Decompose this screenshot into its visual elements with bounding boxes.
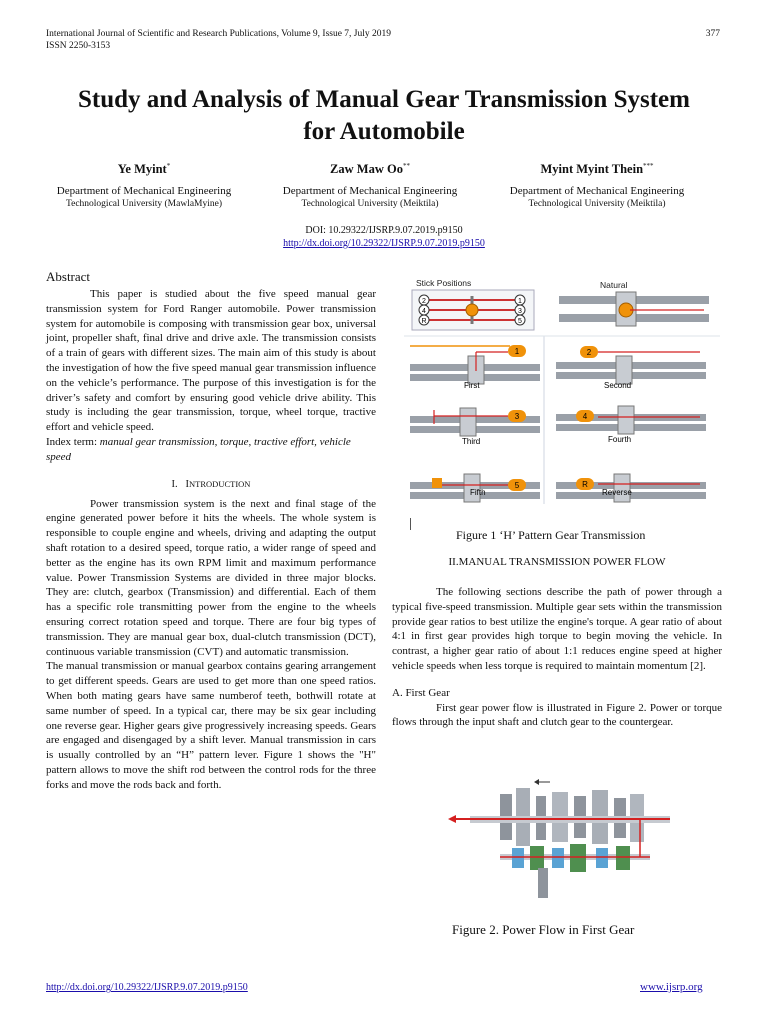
stick-number: 5 bbox=[518, 318, 522, 325]
introduction-paragraph-2: The manual transmission or manual gearbox contains gearing arrangement to get different speeds. Gears are used to get more than one speed ratios. When both mating gears have same numberof teeth, bothwill rotate at same number of speed. In a typical car, there may be six gear including one reverse gear. Higher gears give progressively increasing speeds. Gears are engaged and disengaged by a shift lever. Manual transmission in cars is usually controlled by an “H” pattern lever. Figure 1 shows the "H" pattern allows to move the shift rod between the control rods for the three forks and move the rods back and forth. bbox=[46, 660, 376, 791]
stick-number: R bbox=[421, 318, 427, 325]
author-university: Technological University (Meiktila) bbox=[301, 199, 439, 210]
section-heading-introduction bbox=[46, 479, 376, 490]
gear-block bbox=[432, 478, 442, 488]
section-title-initial: I bbox=[185, 478, 190, 490]
figure-1-caption: Figure 1 ‘H’ Pattern Gear Transmission bbox=[456, 528, 646, 542]
author-block-1 bbox=[24, 162, 264, 210]
shift-fork bbox=[616, 356, 632, 384]
introduction-paragraph-1: Power transmission system is the next and final stage of the engine generated power before it hits the wheels. The whole system is responsible to couple engine and wheels, driving and adapting the output shaft rotation to a desired speed, torque ratio, a wider range of speed and better as the engine has its own RPM limit and maximum performance value. Power Transmission Systems are divided in three major blocks. They are: clutch, gearbox (Transmission) and differential. Each of them has a specific role transmitting power from the engine to the wheels ensuring correct rotation speed and torque. There are four big types of transmission. They are manual gear box, dual-clutch transmission (DCT), continuous variable transmission (CVT) and automatic transmission. bbox=[46, 497, 376, 658]
index-terms-label: Index term: bbox=[46, 435, 100, 448]
shift-fork bbox=[618, 406, 634, 434]
figure-2-caption: Figure 2. Power Flow in First Gear bbox=[452, 922, 635, 937]
stick-number: 3 bbox=[518, 308, 522, 315]
stray-mark bbox=[410, 518, 411, 530]
first-gear-paragraph: First gear power flow is illustrated in Figure 2. Power or torque flows through the input shaft and clutch gear to the countergear. bbox=[392, 701, 722, 729]
gear-badge-number: R bbox=[582, 480, 588, 489]
section-title-rest: NTRODUCTION bbox=[189, 478, 251, 489]
issn: ISSN 2250-3153 bbox=[46, 41, 111, 51]
gear-block bbox=[596, 848, 608, 868]
gear-badge-number: 3 bbox=[514, 412, 520, 421]
stick-number: 1 bbox=[518, 298, 522, 305]
journal-header bbox=[46, 28, 391, 52]
page-number: 377 bbox=[705, 29, 720, 39]
author-mark: * bbox=[166, 162, 171, 170]
label-reverse: Reverse bbox=[602, 488, 632, 497]
right-column-text bbox=[392, 585, 722, 730]
introduction-text bbox=[46, 497, 376, 793]
label-second: Second bbox=[604, 381, 632, 390]
index-terms bbox=[46, 435, 376, 465]
gear-block bbox=[616, 846, 630, 870]
author-university: Technological University (MawlaMyine) bbox=[65, 199, 223, 210]
paper-title bbox=[0, 84, 768, 148]
arrow-head bbox=[448, 815, 456, 823]
label-stick-positions: Stick Positions bbox=[416, 278, 472, 288]
label-fifth: Fifth bbox=[470, 488, 486, 497]
gear-badge-number: 4 bbox=[582, 412, 588, 421]
label-natural: Natural bbox=[600, 280, 628, 290]
author-mark: *** bbox=[643, 162, 654, 170]
arrow-head bbox=[534, 779, 539, 785]
section-heading-power-flow: II.MANUAL TRANSMISSION POWER FLOW bbox=[448, 556, 666, 568]
gear-badge-number: 5 bbox=[514, 481, 520, 490]
label-third: Third bbox=[462, 437, 481, 446]
figure-1-h-pattern-diagram bbox=[404, 276, 720, 508]
author-university: Technological University (Meiktila) bbox=[528, 199, 666, 210]
gear-badge-number: 1 bbox=[514, 347, 520, 356]
author-department: Department of Mechanical Engineering bbox=[509, 185, 685, 198]
author-name: Myint Myint Thein bbox=[540, 162, 644, 177]
footer-doi-link[interactable]: http://dx.doi.org/10.29322/IJSRP.9.07.2019.p9150 bbox=[46, 982, 248, 993]
subsection-heading-first-gear: A. First Gear bbox=[392, 686, 450, 699]
title-line-1: Study and Analysis of Manual Gear Transmission System bbox=[78, 86, 690, 113]
author-block-2 bbox=[250, 162, 490, 210]
author-department: Department of Mechanical Engineering bbox=[282, 185, 458, 198]
author-department: Department of Mechanical Engineering bbox=[56, 185, 232, 198]
gear-block bbox=[530, 846, 544, 870]
stick-number: 4 bbox=[422, 308, 426, 315]
gear-block bbox=[552, 848, 564, 868]
journal-name: International Journal of Scientific and Research Publications, Volume 9, Issue 7, July 2019 bbox=[46, 29, 392, 39]
label-first: First bbox=[464, 381, 480, 390]
abstract bbox=[46, 287, 376, 465]
index-terms-values: manual gear transmission, torque, tractive effort, vehicle speed bbox=[46, 435, 351, 463]
gear-badge-number: 2 bbox=[586, 348, 592, 357]
left-column bbox=[46, 268, 376, 793]
doi-block bbox=[0, 224, 768, 250]
gear-block bbox=[512, 848, 524, 868]
stick-number: 2 bbox=[422, 298, 426, 305]
shift-fork bbox=[460, 408, 476, 436]
section-number: I. bbox=[171, 478, 178, 490]
footer-site-link[interactable]: www.ijsrp.org bbox=[640, 981, 703, 993]
doi-link[interactable]: http://dx.doi.org/10.29322/IJSRP.9.07.2019.p9150 bbox=[283, 238, 485, 249]
gear-block bbox=[570, 844, 586, 872]
author-name: Zaw Maw Oo bbox=[330, 162, 403, 177]
abstract-body: This paper is studied about the five speed manual gear transmission system for Ford Ranger automobile. Power transmission system for automobile is composing with transmission gear box, universal joint, propeller shaft, final drive and drive axle. The transmission consists of a train of gears with different sizes. The main aim of this study is about the investigation of how the five speed manual gear transmission influence on the vehicle’s performance. The purpose of this investigation is for the driver’s safety and comfort by ensuring good vehicle drive ability. This study is including the gear transmission, torque, wheel torque, tractive effort and vehicle speed. bbox=[46, 288, 376, 434]
author-mark: ** bbox=[402, 162, 410, 170]
label-fourth: Fourth bbox=[608, 435, 632, 444]
author-name: Ye Myint bbox=[117, 162, 167, 177]
abstract-heading: Abstract bbox=[46, 269, 91, 284]
author-block-3 bbox=[477, 162, 717, 210]
doi-text: DOI: 10.29322/IJSRP.9.07.2019.p9150 bbox=[305, 225, 463, 236]
figure-2-power-flow-diagram bbox=[440, 776, 690, 908]
power-flow-paragraph: The following sections describe the path of power through a typical five-speed transmission. Multiple gear sets within the transmission provide gear ratios to best utilize the engine's torque. A gear ratio of about 4:1 in first gear provides high torque to begin moving the vehicle. In contrast, a higher gear ratio of about 1:1 reduces engine speed at higher vehicle speeds when less torque is required to maintain momentum [2]. bbox=[392, 586, 722, 672]
gear-block bbox=[538, 868, 548, 898]
shift-knob-icon bbox=[466, 304, 478, 316]
title-line-2: for Automobile bbox=[303, 118, 465, 145]
